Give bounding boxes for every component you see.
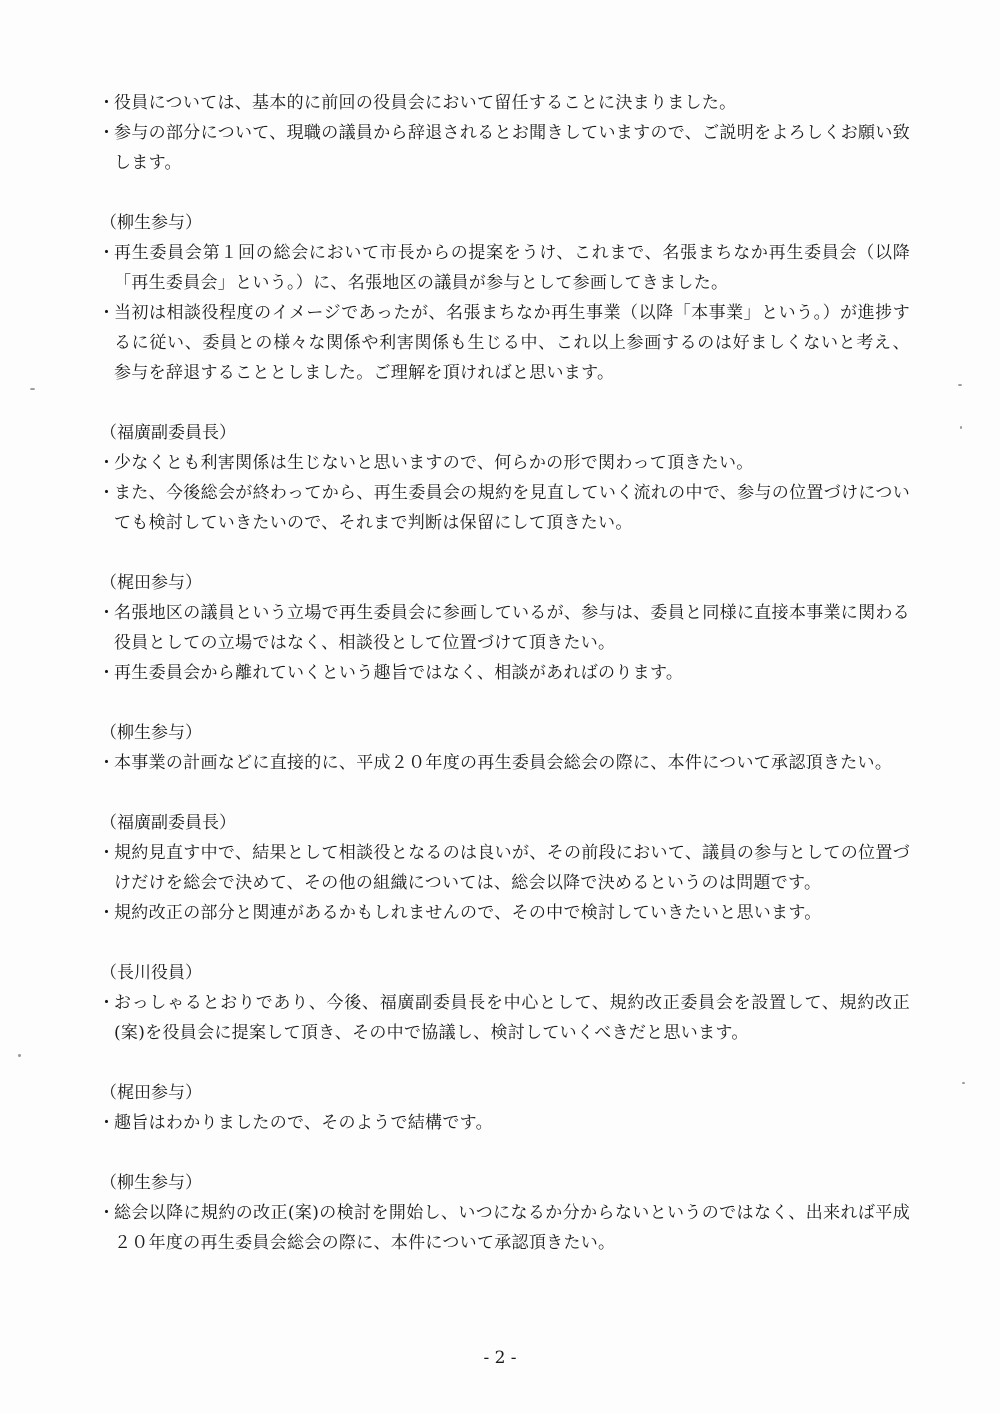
page-number: - 2 -: [483, 1348, 517, 1368]
speaker-label: （柳生参与）: [100, 1173, 202, 1193]
list-item-text: 本事業の計画などに直接的に、平成２０年度の再生委員会総会の際に、本件について承認頂きたい。: [114, 753, 893, 773]
bullet: ・: [98, 663, 116, 683]
section-gap: [98, 688, 910, 718]
speaker-section: [98, 958, 910, 1048]
document-body: [98, 88, 910, 1258]
list-item: [98, 898, 910, 928]
bullet: ・: [98, 1113, 116, 1133]
list-item-text: 再生委員会から離れていくという趣旨ではなく、相談があればのります。: [114, 663, 684, 683]
list-item-text: 名張地区の議員という立場で再生委員会に参画しているが、参与は、委員と同様に直接本事業に関わる役員としての立場ではなく、相談役として位置づけて頂きたい。: [114, 603, 910, 653]
bullet: ・: [98, 123, 116, 143]
list-item: [98, 598, 910, 658]
list-item-text: おっしゃるとおりであり、今後、福廣副委員長を中心として、規約改正委員会を設置して、規約改正(案)を役員会に提案して頂き、その中で協議し、検討していくべきだと思います。: [114, 993, 910, 1043]
speaker-label: （梶田参与）: [100, 573, 202, 593]
bullet: ・: [98, 753, 116, 773]
list-item-text: 規約改正の部分と関連があるかもしれませんので、その中で検討していきたいと思います。: [114, 903, 822, 923]
list-item: [98, 298, 910, 388]
list-item-text: 役員については、基本的に前回の役員会において留任することに決まりました。: [114, 93, 737, 113]
speaker-section: [98, 418, 910, 538]
speaker-section: [98, 1078, 910, 1138]
bullet: ・: [98, 903, 116, 923]
section-gap: [98, 538, 910, 568]
section-gap: [98, 388, 910, 418]
speaker-section: [98, 568, 910, 688]
bullet: ・: [98, 603, 116, 623]
section-gap: [98, 778, 910, 808]
intro-block: [98, 88, 910, 178]
list-item: [98, 838, 910, 898]
speaker-section: [98, 808, 910, 928]
list-item: [98, 1198, 910, 1258]
bullet: ・: [98, 993, 116, 1013]
bullet: ・: [98, 1203, 116, 1223]
speaker-label: （福廣副委員長）: [100, 423, 236, 443]
scan-speck: [962, 1082, 965, 1084]
section-gap: [98, 1048, 910, 1078]
list-item: [98, 988, 910, 1048]
list-item-text: 規約見直す中で、結果として相談役となるのは良いが、その前段において、議員の参与としての位置づけだけを総会で決めて、その他の組織については、総会以降で決めるというのは問題です。: [114, 843, 910, 893]
speaker-label: （福廣副委員長）: [100, 813, 236, 833]
list-item: [98, 448, 910, 478]
list-item: [98, 748, 910, 778]
list-item-text: 少なくとも利害関係は生じないと思いますので、何らかの形で関わって頂きたい。: [114, 453, 754, 473]
bullet: ・: [98, 303, 116, 323]
bullet: ・: [98, 483, 116, 503]
list-item: [98, 478, 910, 538]
bullet: ・: [98, 243, 116, 263]
speaker-label: （梶田参与）: [100, 1083, 202, 1103]
section-gap: [98, 928, 910, 958]
speaker-label: （長川役員）: [100, 963, 202, 983]
list-item-text: また、今後総会が終わってから、再生委員会の規約を見直していく流れの中で、参与の位置づけについても検討していきたいので、それまで判断は保留にして頂きたい。: [114, 483, 910, 533]
list-item-text: 再生委員会第１回の総会において市長からの提案をうけ、これまで、名張まちなか再生委員会（以降「再生委員会」という。）に、名張地区の議員が参与として参画してきました。: [114, 243, 910, 293]
scan-speck: [960, 426, 962, 429]
bullet: ・: [98, 93, 116, 113]
list-item: [98, 88, 910, 118]
speaker-label: （柳生参与）: [100, 723, 202, 743]
bullet: ・: [98, 843, 116, 863]
speaker-section: [98, 1168, 910, 1258]
scan-speck: [18, 1054, 21, 1057]
scan-speck: [30, 388, 35, 390]
section-gap: [98, 178, 910, 208]
list-item: [98, 658, 910, 688]
speaker-section: [98, 208, 910, 388]
list-item-text: 参与の部分について、現職の議員から辞退されるとお聞きしていますので、ご説明をよろしくお願い致します。: [114, 123, 910, 173]
list-item: [98, 1108, 910, 1138]
bullet: ・: [98, 453, 116, 473]
speaker-label: （柳生参与）: [100, 213, 202, 233]
list-item-text: 総会以降に規約の改正(案)の検討を開始し、いつになるか分からないというのではなく、出来れば平成２０年度の再生委員会総会の際に、本件について承認頂きたい。: [114, 1203, 910, 1253]
list-item: [98, 118, 910, 178]
scan-speck: [958, 384, 962, 386]
list-item-text: 当初は相談役程度のイメージであったが、名張まちなか再生事業（以降「本事業」という。）が進捗するに従い、委員との様々な関係や利害関係も生じる中、これ以上参画するのは好ましくないと考え、参与を辞退することとしました。ご理解を頂ければと思います。: [114, 303, 910, 383]
list-item-text: 趣旨はわかりましたので、そのようで結構です。: [114, 1113, 493, 1133]
speaker-section: [98, 718, 910, 778]
section-gap: [98, 1138, 910, 1168]
list-item: [98, 238, 910, 298]
